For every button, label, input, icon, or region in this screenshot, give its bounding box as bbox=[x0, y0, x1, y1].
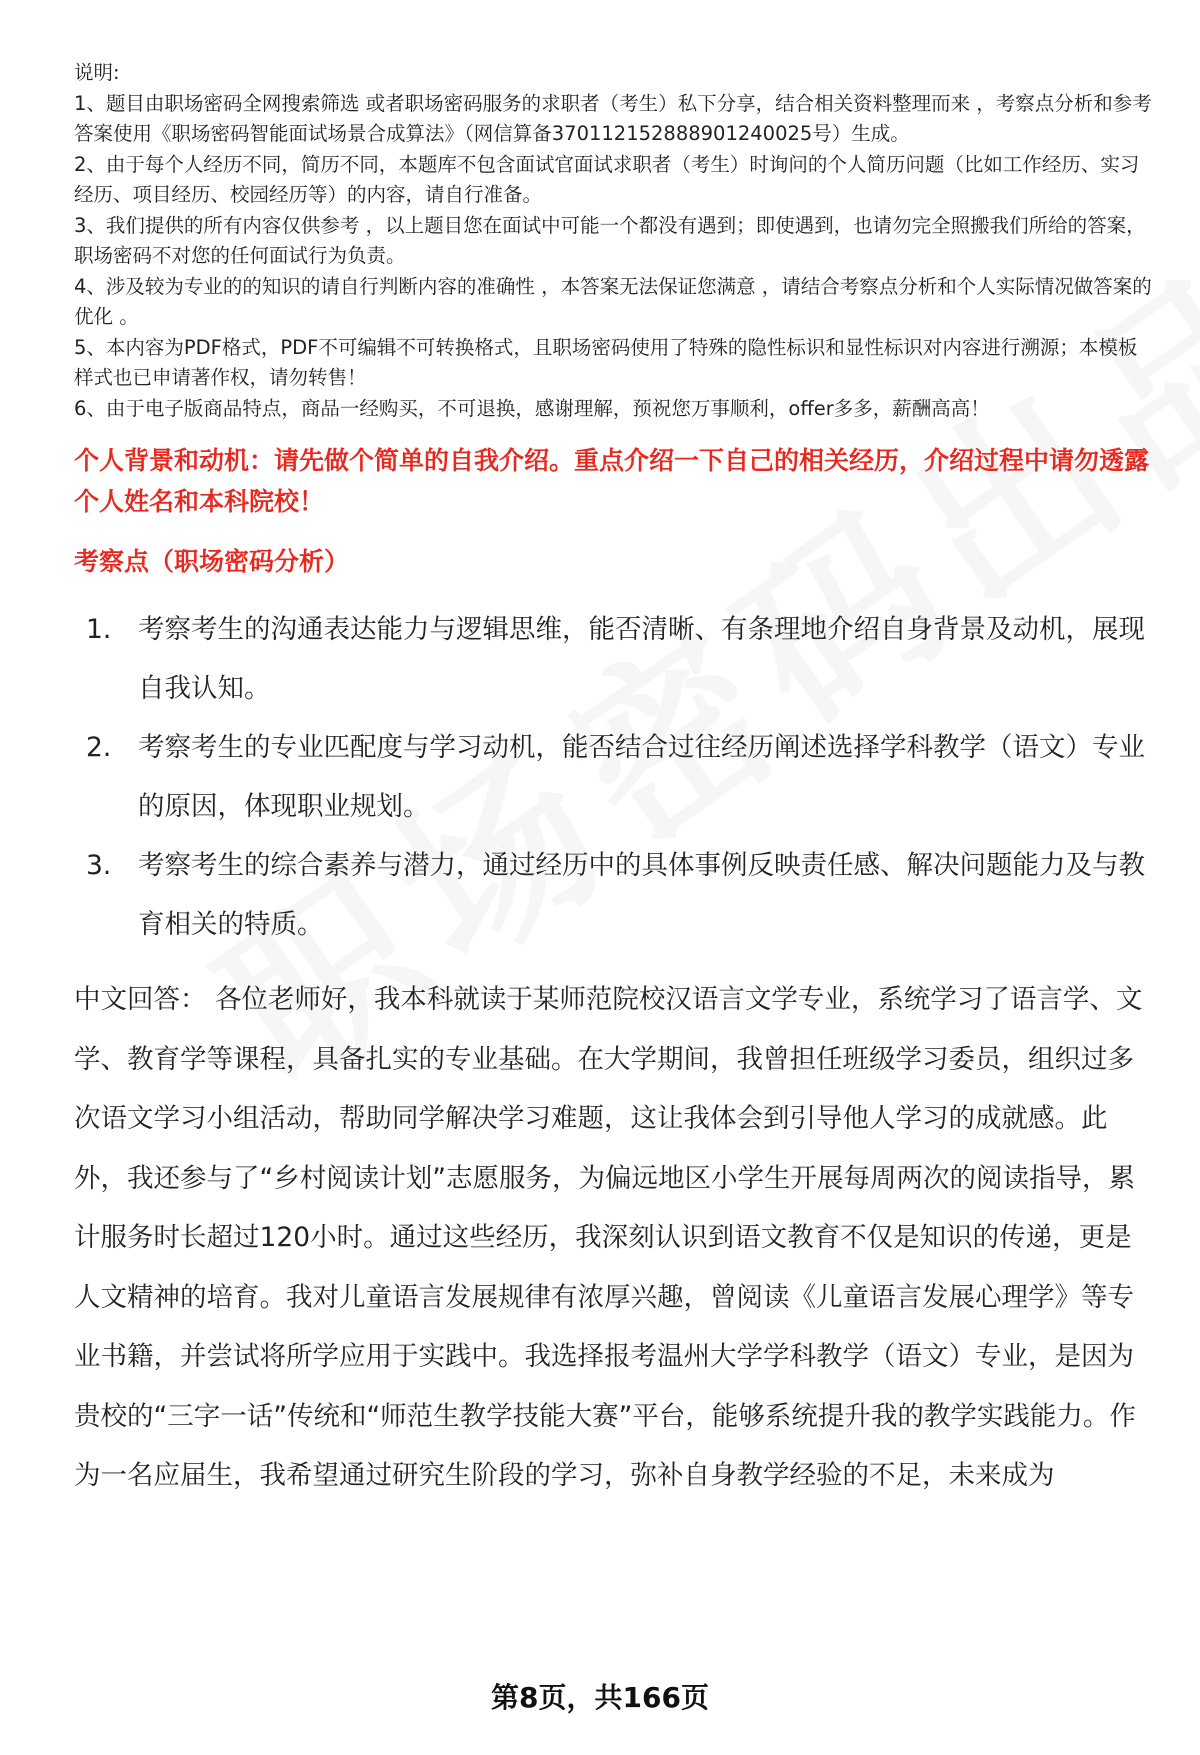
answer-block bbox=[74, 970, 1154, 1506]
point-number: 1. bbox=[86, 614, 112, 645]
answer-text: 各位老师好，我本科就读于某师范院校汉语言文学专业，系统学习了语言学、文学、教育学等课程，具备扎实的专业基础。在大学期间，我曾担任班级学习委员，组织过多次语文学习小组活动，帮助同学解决学习难题，这让我体会到引导他人学习的成就感。此外，我还参与了“乡村阅读计划”志愿服务，为偏远地区小学生开展每周两次的阅读指导，累计服务时长超过120小时。通过这些经历，我深刻认识到语文教育不仅是知识的传递，更是人文精神的培育。我对儿童语言发展规律有浓厚兴趣，曾阅读《儿童语言发展心理学》等专业书籍，并尝试将所学应用于实践中。我选择报考温州大学学科教学（语文）专业，是因为贵校的“三字一话”传统和“师范生教学技能大赛”平台，能够系统提升我的教学实践能力。作为一名应届生，我希望通过研究生阶段的学习，弥补自身教学经验的不足，未来成为 bbox=[74, 984, 1143, 1491]
point-text: 考察考生的综合素养与潜力，通过经历中的具体事例反映责任感、解决问题能力及与教育相关的特质。 bbox=[138, 850, 1145, 940]
answer-label: 中文回答： bbox=[74, 984, 207, 1015]
note-item: 1、题目由职场密码全网搜索筛选 或者职场密码服务的求职者（考生）私下分享，结合相关资料整理而来 ，考察点分析和参考答案使用《职场密码智能面试场景合成算法》（网信算备370112152888901240025号）生成。 bbox=[74, 91, 1152, 145]
note-item: 3、我们提供的所有内容仅供参考 ，以上题目您在面试中可能一个都没有遇到；即使遇到，也请勿完全照搬我们所给的答案，职场密码不对您的任何面试行为负责。 bbox=[74, 213, 1146, 267]
analysis-point bbox=[74, 718, 1154, 836]
point-number: 3. bbox=[86, 850, 112, 881]
analysis-point bbox=[74, 600, 1154, 718]
note-item: 5、本内容为PDF格式，PDF不可编辑不可转换格式，且职场密码使用了特殊的隐性标识和显性标识对内容进行溯源；本模板样式也已申请著作权，请勿转售！ bbox=[74, 335, 1138, 389]
analysis-title: 考察点（职场密码分析） bbox=[74, 547, 350, 576]
analysis-points bbox=[74, 600, 1154, 954]
point-number: 2. bbox=[86, 732, 112, 763]
point-text: 考察考生的专业匹配度与学习动机，能否结合过往经历阐述选择学科教学（语文）专业的原因，体现职业规划。 bbox=[138, 732, 1145, 822]
notes-heading: 说明: bbox=[74, 61, 120, 84]
point-text: 考察考生的沟通表达能力与逻辑思维，能否清晰、有条理地介绍自身背景及动机，展现自我认知。 bbox=[138, 614, 1145, 704]
notes-block bbox=[74, 58, 1154, 424]
question-title: 个人背景和动机：请先做个简单的自我介绍。重点介绍一下自己的相关经历，介绍过程中请勿透露个人姓名和本科院校！ bbox=[74, 446, 1150, 516]
page-number: 第8页，共166页 bbox=[491, 1681, 709, 1714]
document-page bbox=[74, 58, 1154, 1506]
note-item: 6、由于电子版商品特点，商品一经购买，不可退换，感谢理解，预祝您万事顺利，offer多多，薪酬高高！ bbox=[74, 396, 990, 420]
note-item: 4、涉及较为专业的的知识的请自行判断内容的准确性 ，本答案无法保证您满意 ，请结合考察点分析和个人实际情况做答案的优化 。 bbox=[74, 274, 1152, 328]
analysis-point bbox=[74, 836, 1154, 954]
note-item: 2、由于每个人经历不同，简历不同，本题库不包含面试官面试求职者（考生）时询问的个人简历问题（比如工作经历、实习经历、项目经历、校园经历等）的内容，请自行准备。 bbox=[74, 152, 1140, 206]
